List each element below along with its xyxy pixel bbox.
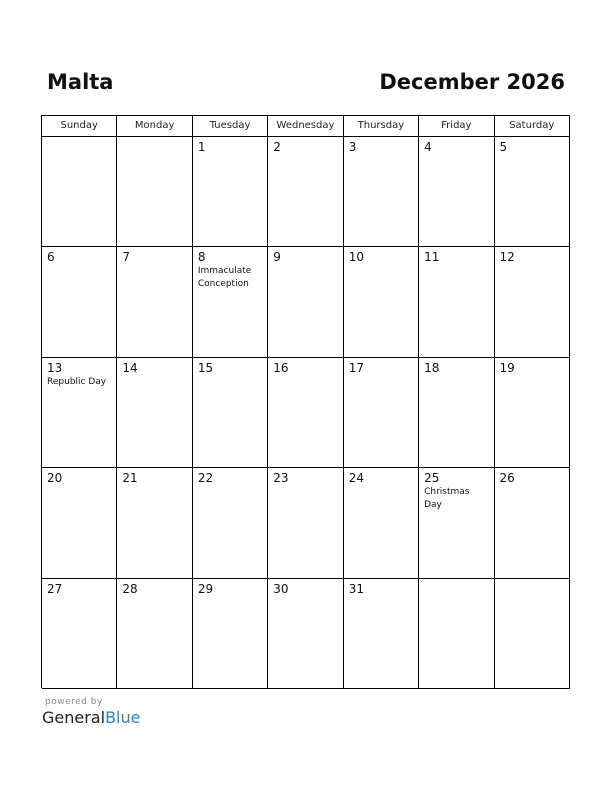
weekday-friday: Friday (419, 116, 494, 137)
month-year-title: December 2026 (379, 70, 565, 94)
day-number: 29 (197, 581, 214, 596)
week-row-4 (42, 468, 570, 578)
day-cell (495, 579, 570, 689)
day-cell (117, 579, 192, 689)
weekday-monday: Monday (117, 116, 192, 137)
day-number: 24 (348, 471, 364, 486)
day-number: 23 (273, 471, 289, 486)
day-cell (344, 247, 419, 357)
day-number: 13 (47, 360, 63, 375)
day-number: 16 (273, 360, 289, 375)
weekday-saturday: Saturday (495, 116, 570, 137)
day-number: 14 (122, 360, 138, 375)
weekday-header-row (42, 116, 570, 137)
day-cell (495, 247, 570, 357)
week-row-3 (42, 358, 570, 468)
day-cell (268, 468, 343, 578)
day-cell (268, 358, 343, 468)
day-number: 21 (122, 471, 138, 486)
day-number: 20 (47, 471, 63, 486)
day-cell (344, 579, 419, 689)
day-cell (495, 137, 570, 247)
day-cell (42, 137, 117, 247)
day-cell (495, 468, 570, 578)
day-cell (42, 468, 117, 578)
day-cell (117, 468, 192, 578)
day-cell (117, 358, 192, 468)
day-number: 27 (47, 581, 63, 596)
day-cell (419, 358, 494, 468)
day-cell (268, 137, 343, 247)
day-cell (268, 247, 343, 357)
day-number: 18 (424, 360, 440, 375)
day-number: 25 (424, 471, 440, 486)
day-number: 30 (273, 581, 289, 596)
footer-branding (42, 697, 140, 728)
day-number: 26 (499, 471, 515, 486)
day-number: 7 (122, 250, 131, 265)
day-cell (268, 579, 343, 689)
day-cell (344, 358, 419, 468)
day-number: 5 (499, 140, 508, 154)
day-number: 3 (348, 140, 357, 154)
weekday-sunday: Sunday (42, 116, 117, 137)
day-cell (344, 468, 419, 578)
country-title: Malta (47, 70, 114, 94)
calendar-grid (41, 115, 570, 688)
day-cell (419, 579, 494, 689)
day-cell (193, 579, 268, 689)
day-number: 19 (499, 360, 515, 375)
week-row-1 (42, 137, 570, 247)
day-number: 2 (273, 140, 281, 154)
day-cell (419, 137, 494, 247)
powered-by-text: powered by (45, 697, 103, 707)
day-cell (419, 247, 494, 357)
holiday-label: Christmas Day (424, 487, 470, 511)
day-number: 31 (348, 581, 364, 596)
day-number: 9 (273, 250, 281, 265)
day-number: 12 (499, 250, 515, 265)
day-number: 1 (197, 140, 206, 154)
day-cell (495, 358, 570, 468)
generalblue-logo (42, 708, 140, 728)
day-number: 10 (348, 250, 364, 265)
brand-text-general: General (42, 708, 106, 727)
weekday-tuesday: Tuesday (193, 116, 268, 137)
holiday-label: Immaculate Conception (197, 266, 252, 290)
day-cell (42, 358, 117, 468)
day-number: 22 (197, 471, 214, 486)
day-number: 6 (47, 250, 55, 265)
day-cell (419, 468, 494, 578)
day-cell (193, 137, 268, 247)
week-row-2 (42, 247, 570, 357)
day-number: 28 (122, 581, 138, 596)
day-cell (193, 358, 268, 468)
day-cell (117, 137, 192, 247)
day-number: 11 (424, 250, 440, 265)
brand-text-blue: Blue (105, 708, 141, 727)
weekday-thursday: Thursday (344, 116, 419, 137)
day-cell (193, 247, 268, 357)
week-row-5 (42, 579, 570, 689)
day-number: 15 (197, 360, 214, 375)
day-cell (344, 137, 419, 247)
day-number: 4 (424, 140, 432, 154)
holiday-label: Republic Day (47, 376, 107, 387)
day-number: 17 (348, 360, 364, 375)
weekday-wednesday: Wednesday (268, 116, 343, 137)
day-cell (193, 468, 268, 578)
day-cell (42, 247, 117, 357)
day-cell (117, 247, 192, 357)
day-number: 8 (197, 250, 206, 265)
day-cell (42, 579, 117, 689)
